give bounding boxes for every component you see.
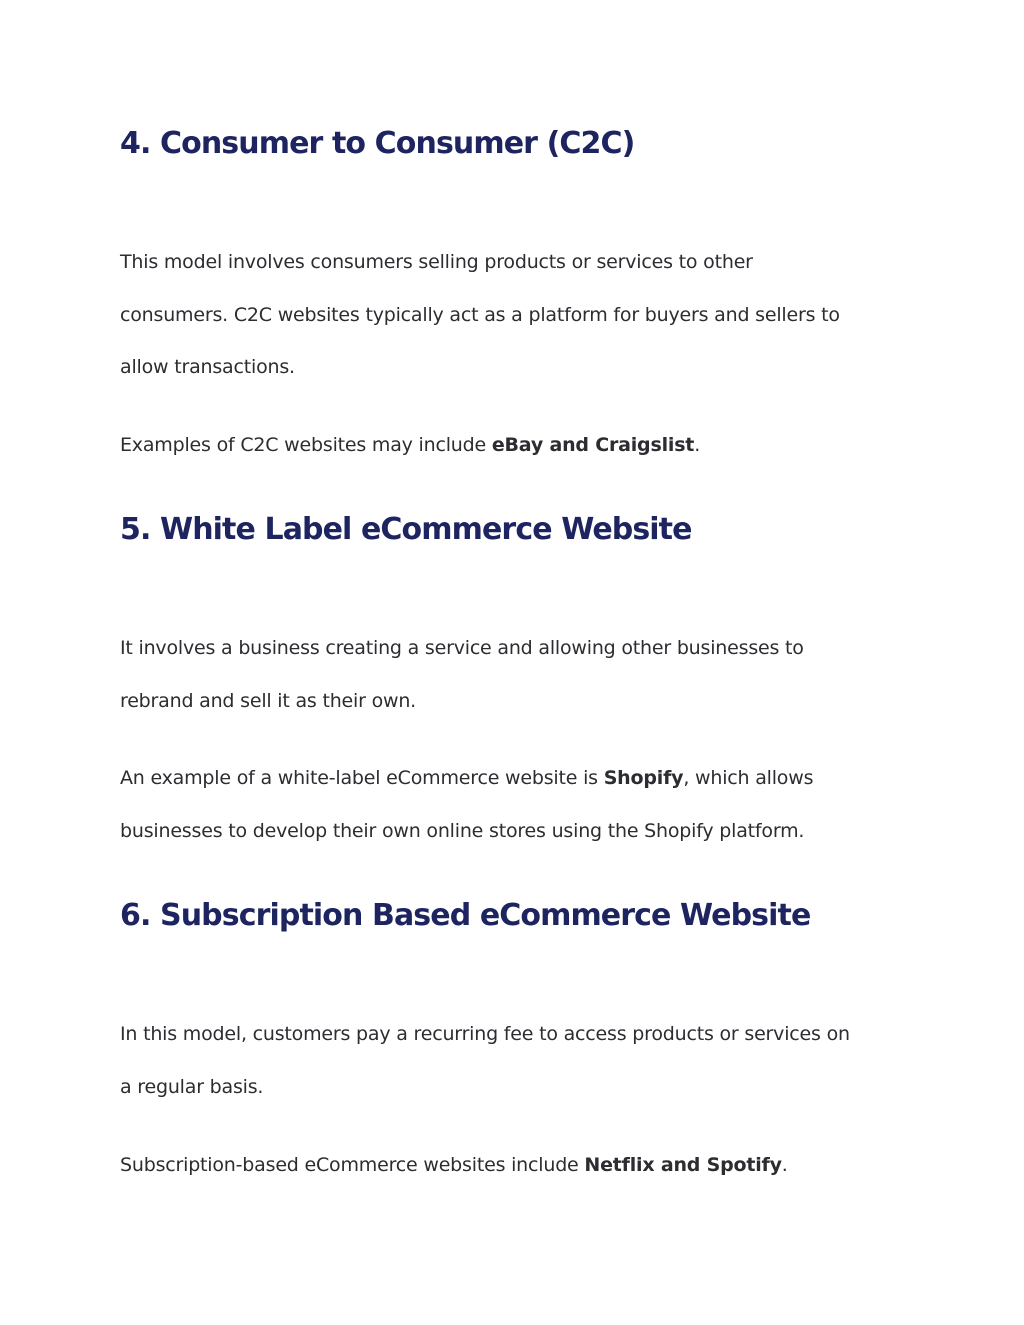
white-label-example-bold: Shopify (603, 767, 684, 789)
c2c-examples-bold: eBay and Craigslist (491, 434, 695, 456)
white-label-example (120, 752, 920, 857)
subscription-description (120, 1008, 920, 1113)
subscription-examples-bold: Netflix and Spotify (584, 1154, 782, 1176)
white-label-example-prefix: An example of a white-label eCommerce website is (120, 767, 604, 789)
white-label-description-line-1: It involves a business creating a service and allowing other businesses to (120, 637, 804, 659)
subscription-examples-suffix: . (781, 1154, 788, 1176)
c2c-examples-line (120, 419, 920, 472)
white-label-description (120, 622, 920, 727)
subscription-examples (120, 1139, 920, 1192)
c2c-description-line-2: consumers. C2C websites typically act as a platform for buyers and sellers to (120, 303, 840, 326)
c2c-description-line-1: This model involves consumers selling products or services to other (120, 251, 753, 273)
c2c-examples-suffix: . (694, 434, 701, 456)
subscription-examples-line (120, 1139, 920, 1192)
c2c-description-line-3: allow transactions. (120, 356, 295, 378)
white-label-example-line-2: businesses to develop their own online stores using the Shopify platform. (120, 819, 805, 842)
heading-white-label: 5. White Label eCommerce Website (120, 512, 692, 547)
white-label-example-line-1 (120, 752, 920, 805)
subscription-description-line-1: In this model, customers pay a recurring fee to access products or services on (120, 1023, 850, 1045)
c2c-examples-prefix: Examples of C2C websites may include (120, 434, 492, 456)
heading-subscription: 6. Subscription Based eCommerce Website (120, 898, 811, 933)
white-label-example-suffix: , which allows (683, 767, 814, 789)
subscription-description-line-2: a regular basis. (120, 1075, 264, 1098)
white-label-description-line-2: rebrand and sell it as their own. (120, 689, 417, 712)
c2c-description (120, 236, 920, 394)
subscription-examples-prefix: Subscription-based eCommerce websites include (120, 1154, 585, 1176)
c2c-examples (120, 419, 920, 472)
heading-c2c: 4. Consumer to Consumer (C2C) (120, 126, 635, 161)
